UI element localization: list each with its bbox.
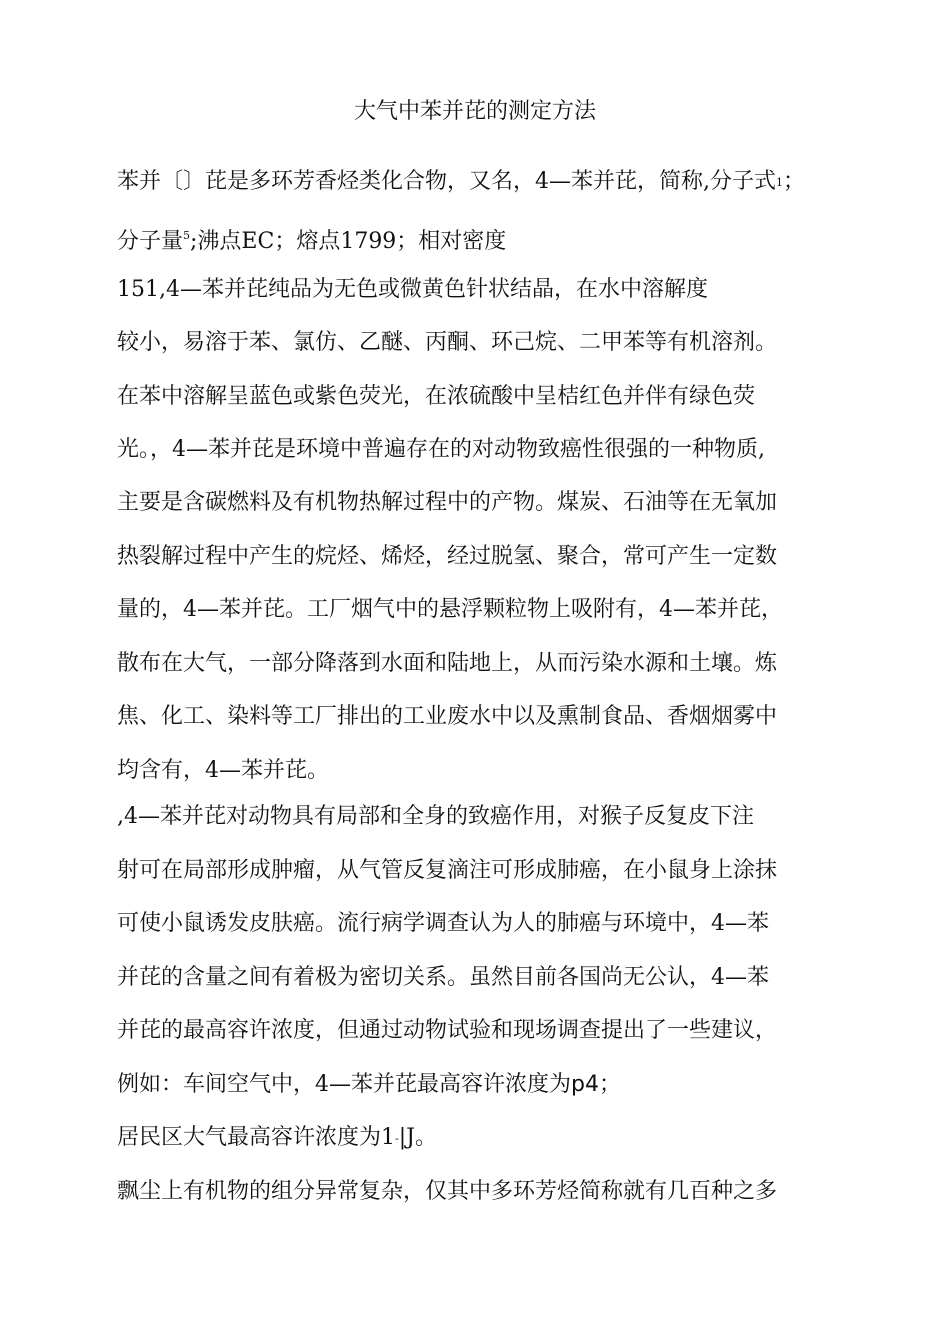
concentration-value: p4 <box>571 1072 599 1097</box>
line-text: 热裂解过程中产生的烷烃、烯烃，经过脱氢、聚合，常可产生一定数 <box>117 544 778 569</box>
line-text-tail: ； <box>598 1072 621 1097</box>
line-text-tail: ； <box>783 169 806 194</box>
document-title: 大气中苯并芘的测定方法 <box>353 99 596 124</box>
line-text: 并芘的最高容许浓度，但通过动物试验和现场调查提出了一些建议， <box>117 1018 778 1043</box>
formula-subscript: 1 <box>776 176 783 189</box>
paragraph-line <box>117 328 777 358</box>
paragraph-line <box>117 221 506 257</box>
line-text: 散布在大气，一部分降落到水面和陆地上，从而污染水源和土壤。炼 <box>117 651 778 676</box>
line-text: 苯并〔〕芘是多环芳香烃类化合物，又名，4—苯并芘，简称,分子式 <box>117 169 776 194</box>
line-text: 在苯中溶解呈蓝色或紫色荧光，在浓硫酸中呈桔红色并伴有绿色荧 <box>117 384 756 409</box>
paragraph-line <box>117 856 777 886</box>
line-text-tail: ;沸点EC；熔点1799；相对密度 <box>190 229 507 254</box>
line-text: 焦、化工、染料等工厂排出的工业废水中以及熏制食品、香烟烟雾中 <box>117 704 778 729</box>
paragraph-line <box>117 595 783 625</box>
paragraph-line <box>117 542 777 572</box>
paragraph-line <box>117 1123 437 1154</box>
paragraph-line <box>117 702 777 732</box>
line-text: 可使小鼠诱发皮肤癌。流行病学调查认为人的肺癌与环境中，4—苯 <box>117 911 769 936</box>
paragraph-line <box>117 275 708 305</box>
paragraph-line <box>117 435 765 465</box>
paragraph-line <box>117 1016 777 1046</box>
paragraph-line <box>117 382 755 412</box>
paragraph-line <box>117 649 777 679</box>
line-text: 量的，4—苯并芘。工厂烟气中的悬浮颗粒物上吸附有，4—苯并芘， <box>117 597 783 622</box>
line-text: 光。，4—苯并芘是环境中普遍存在的对动物致癌性很强的一种物质, <box>117 437 765 462</box>
paragraph-line <box>117 963 769 993</box>
line-text: ,4—苯并芘对动物具有局部和全身的致癌作用，对猴子反复皮下注 <box>117 804 754 829</box>
line-text-tail: |J。 <box>398 1125 437 1150</box>
concentration-subscript: - <box>395 1132 399 1145</box>
paragraph-line <box>117 488 777 518</box>
line-text: 居民区大气最高容许浓度为1 <box>117 1125 395 1150</box>
paragraph-line <box>117 1070 621 1100</box>
line-text: 均含有，4—苯并芘。 <box>117 758 329 783</box>
formula-superscript: 5 <box>183 229 191 242</box>
line-text: 射可在局部形成肿瘤，从气管反复滴注可形成肺癌，在小鼠身上涂抹 <box>117 858 778 883</box>
line-text: 并芘的含量之间有着极为密切关系。虽然目前各国尚无公认，4—苯 <box>117 965 769 990</box>
paragraph-line <box>117 756 329 786</box>
line-text: 例如：车间空气中，4—苯并芘最高容许浓度为 <box>117 1072 571 1097</box>
paragraph-line <box>117 167 805 198</box>
line-text: 主要是含碳燃料及有机物热解过程中的产物。煤炭、石油等在无氧加 <box>117 490 778 515</box>
paragraph-line <box>117 909 769 939</box>
paragraph-line <box>117 1177 777 1207</box>
line-text: 较小，易溶于苯、氯仿、乙醚、丙酮、环己烷、二甲苯等有机溶剂。 <box>117 330 778 355</box>
paragraph-line <box>117 802 754 832</box>
line-text: 飘尘上有机物的组分异常复杂，仅其中多环芳烃简称就有几百种之多 <box>117 1179 778 1204</box>
line-text: 151,4—苯并芘纯品为无色或微黄色针状结晶，在水中溶解度 <box>117 277 708 302</box>
line-text: 分子量 <box>117 229 184 254</box>
